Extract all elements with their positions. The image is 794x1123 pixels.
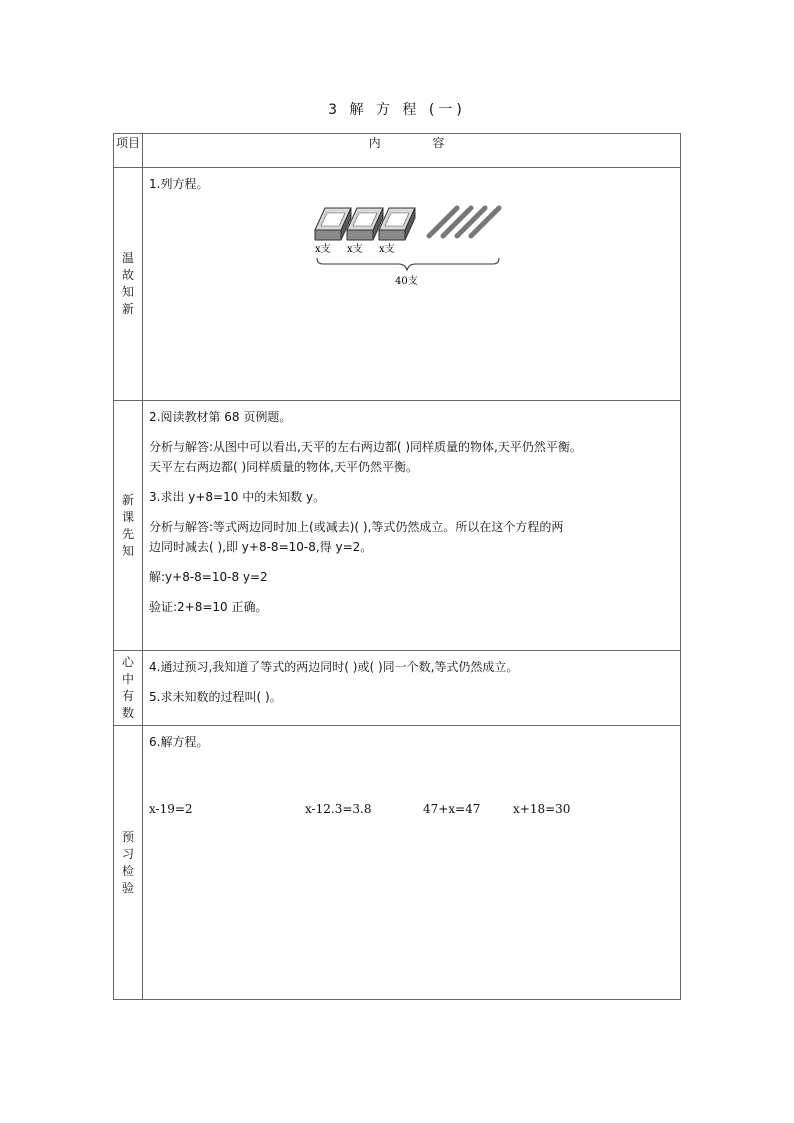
pencil-icon [471, 208, 499, 236]
label-char: 心 [121, 655, 134, 669]
label-char: 习 [121, 846, 134, 861]
box-label: x支 [347, 244, 363, 255]
section-content-preview-check [143, 726, 681, 1000]
question-3: 3.求出 y+8=10 中的未知数 y。 [149, 490, 326, 504]
section-content-review [143, 168, 681, 401]
pencil-icon [457, 208, 485, 236]
label-char: 预 [121, 829, 134, 844]
equation: x-12.3=3.8 [305, 802, 372, 816]
section-content-new-lesson [143, 401, 681, 651]
brace [317, 258, 499, 270]
label-char: 检 [121, 863, 134, 878]
box-label: x支 [315, 244, 331, 255]
section-label-summary [114, 651, 143, 726]
question-6: 6.解方程。 [149, 735, 209, 749]
page-title: 3 解 方 程 (一) [328, 102, 466, 118]
question-5: 5.求未知数的过程叫( )。 [149, 690, 282, 704]
label-char: 有 [121, 689, 134, 703]
analysis-3-line-1: 分析与解答:等式两边同时加上(或减去)( ),等式仍然成立。所以在这个方程的两 [149, 520, 564, 534]
pencil-box-icon [347, 208, 383, 240]
question-2: 2.阅读教材第 68 页例题。 [149, 410, 292, 424]
section-new-lesson [114, 401, 681, 651]
label-char: 验 [121, 880, 134, 895]
question-4: 4.通过预习,我知道了等式的两边同时( )或( )同一个数,等式仍然成立。 [149, 660, 519, 674]
label-char: 数 [121, 706, 134, 720]
pencil-box-icon [379, 208, 415, 240]
label-char: 知 [121, 285, 134, 299]
analysis-3-line-2: 边同时减去( ),即 y+8-8=10-8,得 y=2。 [149, 540, 373, 554]
label-char: 新 [121, 302, 134, 316]
equation: x-19=2 [149, 802, 193, 816]
solution: 解:y+8-8=10-8 y=2 [149, 570, 268, 584]
label-char: 新 [121, 492, 134, 507]
label-char: 故 [121, 268, 134, 282]
pencil-box-icon [315, 208, 351, 240]
question-1: 1.列方程。 [149, 177, 209, 191]
total-label: 40支 [395, 276, 418, 287]
equation: x+18=30 [513, 802, 571, 816]
section-summary [114, 651, 681, 726]
worksheet-table [113, 133, 681, 1000]
section-review [114, 168, 681, 401]
pencil-figure [307, 200, 537, 310]
header-item: 项目 [114, 134, 143, 168]
section-content-summary [143, 651, 681, 726]
label-char: 先 [121, 526, 134, 541]
header-content: 内 容 [143, 134, 681, 168]
label-char: 中 [121, 672, 134, 686]
label-char: 知 [121, 543, 134, 558]
label-char: 课 [121, 509, 134, 524]
section-label-review [114, 168, 143, 401]
verification: 验证:2+8=10 正确。 [149, 600, 268, 614]
box-label: x支 [379, 244, 395, 255]
equation-row [149, 802, 680, 822]
equation: 47+x=47 [423, 802, 481, 816]
analysis-2-line-2: 天平左右两边都( )同样质量的物体,天平仍然平衡。 [149, 460, 418, 474]
table-header-row [114, 134, 681, 168]
label-char: 温 [121, 251, 134, 265]
section-label-new-lesson [114, 401, 143, 651]
section-preview-check [114, 726, 681, 1000]
pencil-icon [429, 208, 457, 236]
analysis-2-line-1: 分析与解答:从图中可以看出,天平的左右两边都( )同样质量的物体,天平仍然平衡。 [149, 440, 582, 454]
section-label-preview-check [114, 726, 143, 1000]
pencil-icon [443, 208, 471, 236]
